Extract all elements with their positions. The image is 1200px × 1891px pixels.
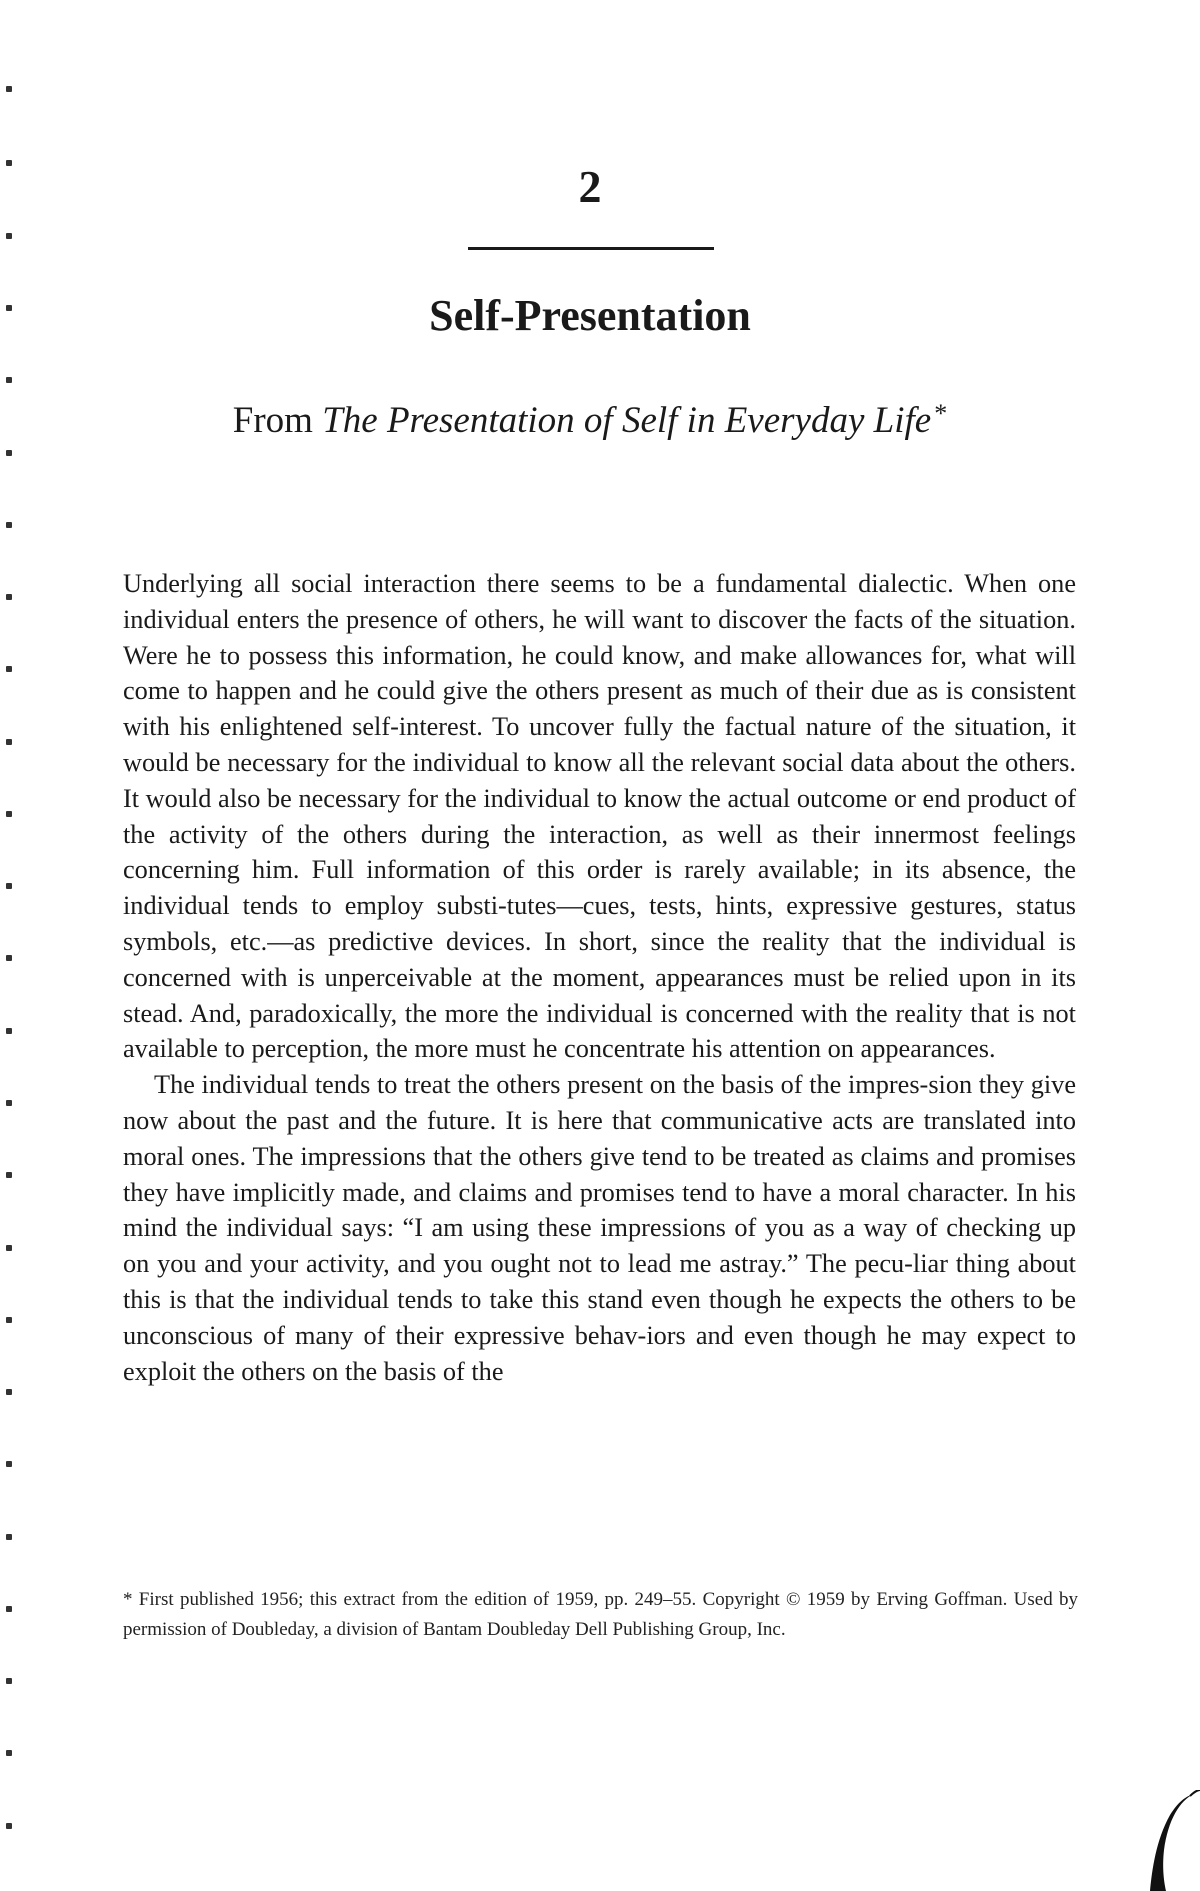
chapter-title: Self-Presentation <box>429 291 751 340</box>
chapter-divider-rule <box>468 247 714 250</box>
chapter-subtitle <box>0 400 1180 442</box>
scan-margin-marks <box>6 0 24 1891</box>
footnote-marker: * <box>934 399 948 428</box>
paragraph-2: The individual tends to treat the others present on the basis of the impres-sion they give now about the past and the future. It is here that communicative acts are translated into moral ones. The impressions that the others give tend to be treated as claims and promises they have implicitly made, and claims and promises tend to have a moral character. In his mind the individual says: “I am using these impressions of you as a way of checking up on you and your activity, and you ought not to lead me astray.” The pecu-liar thing about this is that the individual tends to take this stand even though he expects the others to be unconscious of many of their expressive behav-iors and even though he may expect to exploit the others on the basis of the <box>123 1070 1076 1386</box>
subtitle-prefix: From <box>232 400 323 441</box>
page-edge-mark <box>1150 1790 1200 1891</box>
paragraph-1: Underlying all social interaction there seems to be a fundamental dialectic. When one individual enters the presence of others, he will want to discover the facts of the situation. Were he to possess this information, he could know, and make allowances for, what will come to happen and he could give the others present as much of their due as is consistent with his enlightened self-interest. To uncover fully the factual nature of the situation, it would be necessary for the individual to know all the relevant social data about the others. It would also be necessary for the individual to know the actual outcome or end product of the activity of the others during the interaction, as well as their innermost feelings concerning him. Full information of this order is rarely available; in its absence, the individual tends to employ substi-tutes—cues, tests, hints, expressive gestures, status symbols, etc.—as predictive devices. In short, since the reality that the individual is concerned with is unperceivable at the moment, appearances must be relied upon in its stead. And, paradoxically, the more the individual is concerned with the reality that is not available to perception, the more must he concentrate his attention on appearances. <box>123 569 1076 1064</box>
footnote: * First published 1956; this extract from the edition of 1959, pp. 249–55. Copyright © 1959 by Erving Goffman. Used by permission of Doubleday, a division of Bantam Doubleday Dell Publishing Group, Inc. <box>123 1589 1078 1640</box>
chapter-number: 2 <box>578 161 602 212</box>
subtitle-book-title: The Presentation of Self in Everyday Life <box>322 400 932 441</box>
body-text <box>123 566 1076 1389</box>
